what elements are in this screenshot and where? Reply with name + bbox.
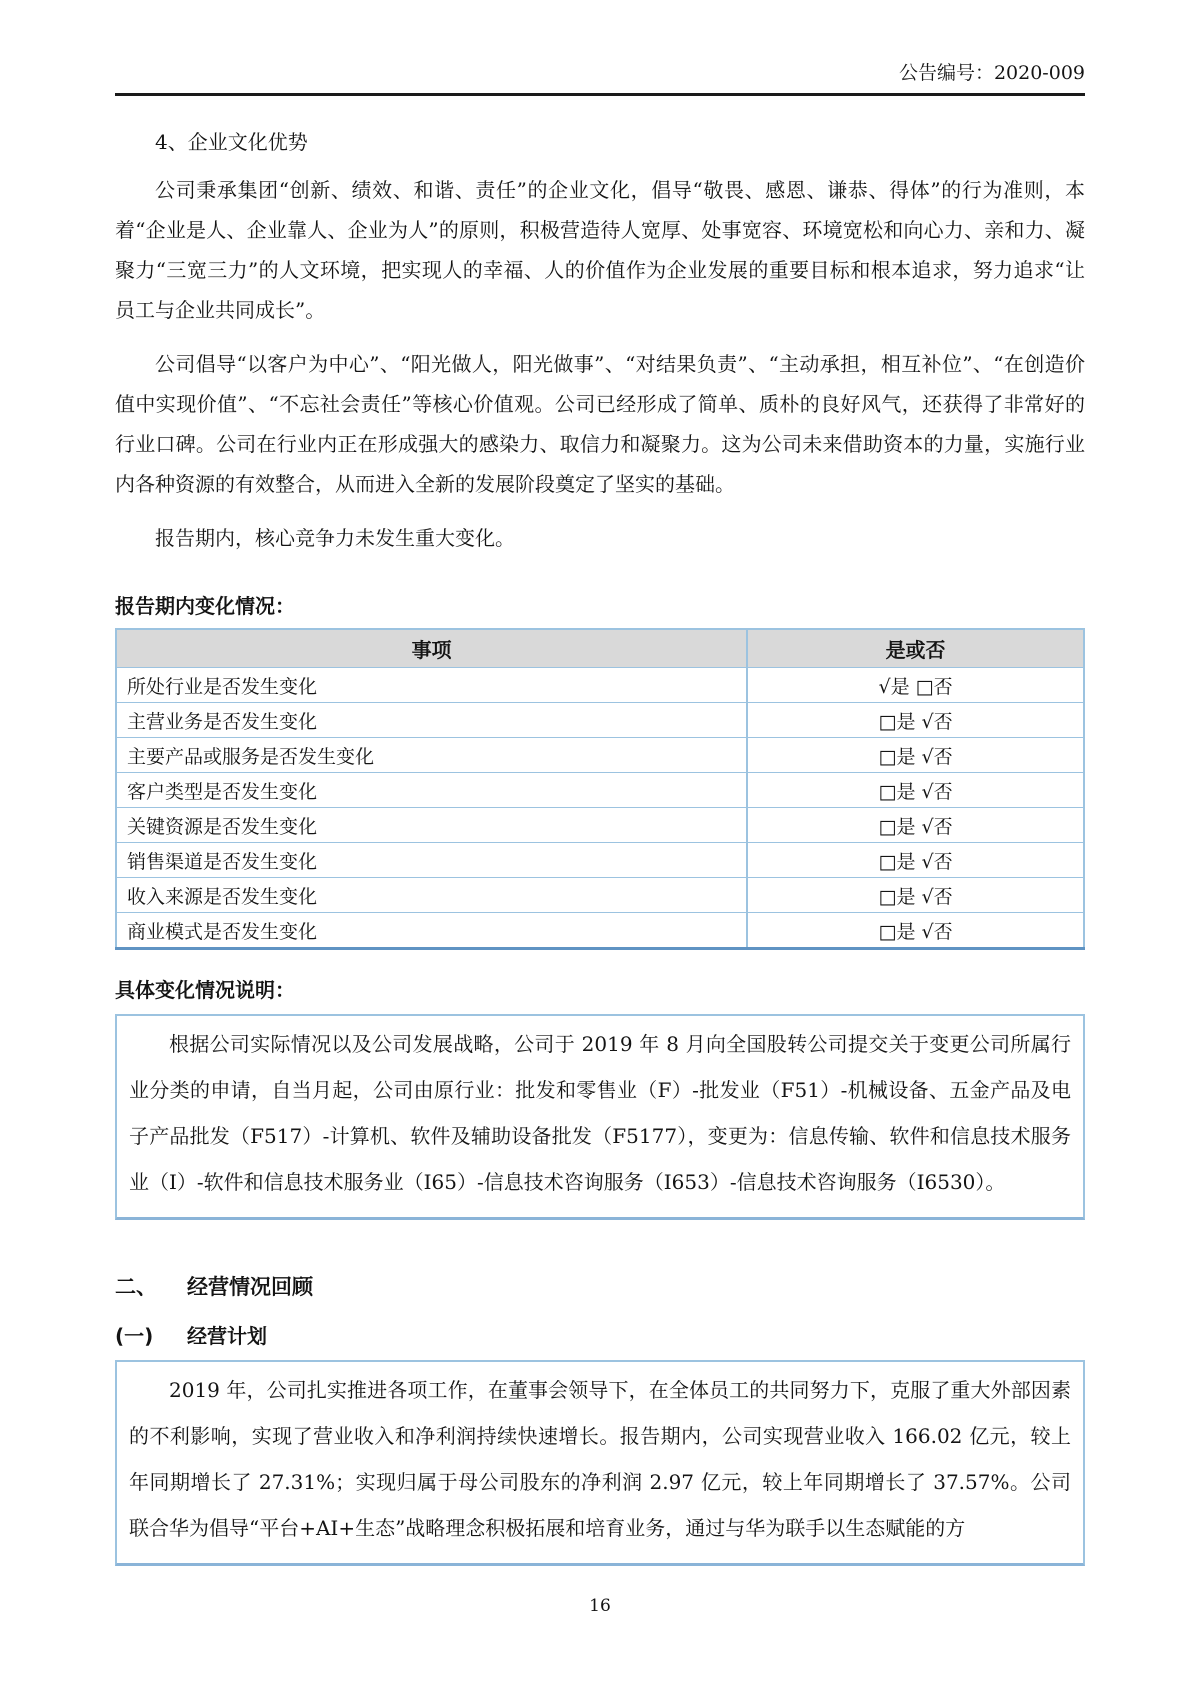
table-header-row xyxy=(116,629,1084,668)
change-detail-text: 根据公司实际情况以及公司发展战略，公司于 2019 年 8 月向全国股转公司提交关于变更公司所属行业分类的申请，自当月起，公司由原行业：批发和零售业（F）-批发业（F51）-机械设备、五金产品及电子产品批发（F517）-计算机、软件及辅助设备批发（F5177），变更为：信息传输、软件和信息技术服务业（I）-软件和信息技术服务业（I65）-信息技术咨询服务（I653）-信息技术咨询服务（I6530）。 xyxy=(129,1032,1071,1194)
row-value: □是 √否 xyxy=(747,808,1084,843)
heading-text: 经营情况回顾 xyxy=(187,1275,313,1299)
changes-table xyxy=(115,628,1085,950)
page-number: 16 xyxy=(589,1596,611,1616)
row-item: 关键资源是否发生变化 xyxy=(116,808,747,843)
subheading-text: 经营计划 xyxy=(187,1324,267,1348)
changes-table-label: 报告期内变化情况： xyxy=(115,594,295,618)
row-value: □是 √否 xyxy=(747,773,1084,808)
subheading-number: (一) xyxy=(115,1324,154,1348)
row-item: 主要产品或服务是否发生变化 xyxy=(116,738,747,773)
change-detail-label: 具体变化情况说明： xyxy=(115,978,295,1002)
header-rule xyxy=(115,93,1085,96)
change-detail-box xyxy=(115,1014,1085,1220)
row-value: √是 □否 xyxy=(747,668,1084,703)
row-value: □是 √否 xyxy=(747,738,1084,773)
paragraph-culture-1: 公司秉承集团“创新、绩效、和谐、责任”的企业文化，倡导“敬畏、感恩、谦恭、得体”的行为准则，本着“企业是人、企业靠人、企业为人”的原则，积极营造待人宽厚、处事宽容、环境宽松和向心力、亲和力、凝聚力“三宽三力”的人文环境，把实现人的幸福、人的价值作为企业发展的重要目标和根本追求，努力追求“让员工与企业共同成长”。 xyxy=(115,178,1085,322)
table-row xyxy=(116,843,1084,878)
row-item: 商业模式是否发生变化 xyxy=(116,913,747,949)
paragraph-culture-2: 公司倡导“以客户为中心”、“阳光做人，阳光做事”、“对结果负责”、“主动承担，相互补位”、“在创造价值中实现价值”、“不忘社会责任”等核心价值观。公司已经形成了简单、质朴的良好风气，还获得了非常好的行业口碑。公司在行业内正在形成强大的感染力、取信力和凝聚力。这为公司未来借助资本的力量，实施行业内各种资源的有效整合，从而进入全新的发展阶段奠定了坚实的基础。 xyxy=(115,352,1085,496)
table-row xyxy=(116,668,1084,703)
column-header-item: 事项 xyxy=(116,629,747,668)
table-row xyxy=(116,773,1084,808)
row-item: 客户类型是否发生变化 xyxy=(116,773,747,808)
row-item: 销售渠道是否发生变化 xyxy=(116,843,747,878)
section-heading-culture: 4、企业文化优势 xyxy=(155,130,308,154)
row-value: □是 √否 xyxy=(747,703,1084,738)
paragraph-culture-3: 报告期内，核心竞争力未发生重大变化。 xyxy=(155,526,515,550)
table-row xyxy=(116,738,1084,773)
table-row xyxy=(116,703,1084,738)
business-plan-box xyxy=(115,1360,1085,1566)
heading-business-plan xyxy=(115,1322,1085,1350)
table-row xyxy=(116,808,1084,843)
row-item: 所处行业是否发生变化 xyxy=(116,668,747,703)
table-row xyxy=(116,913,1084,949)
heading-number: 二、 xyxy=(115,1275,157,1299)
row-value: □是 √否 xyxy=(747,878,1084,913)
row-item: 主营业务是否发生变化 xyxy=(116,703,747,738)
business-plan-text: 2019 年，公司扎实推进各项工作，在董事会领导下，在全体员工的共同努力下，克服了重大外部因素的不利影响，实现了营业收入和净利润持续快速增长。报告期内，公司实现营业收入 166.02 亿元，较上年同期增长了 27.31%；实现归属于母公司股东的净利润 2.97 亿元，较上年同期增长了 37.57%。公司联合华为倡导“平台+AI+生态”战略理念积极拓展和培育业务，通过与华为联手以生态赋能的方 xyxy=(129,1378,1071,1540)
row-item: 收入来源是否发生变化 xyxy=(116,878,747,913)
heading-business-review xyxy=(115,1272,1085,1302)
row-value: □是 √否 xyxy=(747,913,1084,949)
doc-number: 公告编号：2020-009 xyxy=(898,62,1085,84)
column-header-yesno: 是或否 xyxy=(747,629,1084,668)
row-value: □是 √否 xyxy=(747,843,1084,878)
table-row xyxy=(116,878,1084,913)
